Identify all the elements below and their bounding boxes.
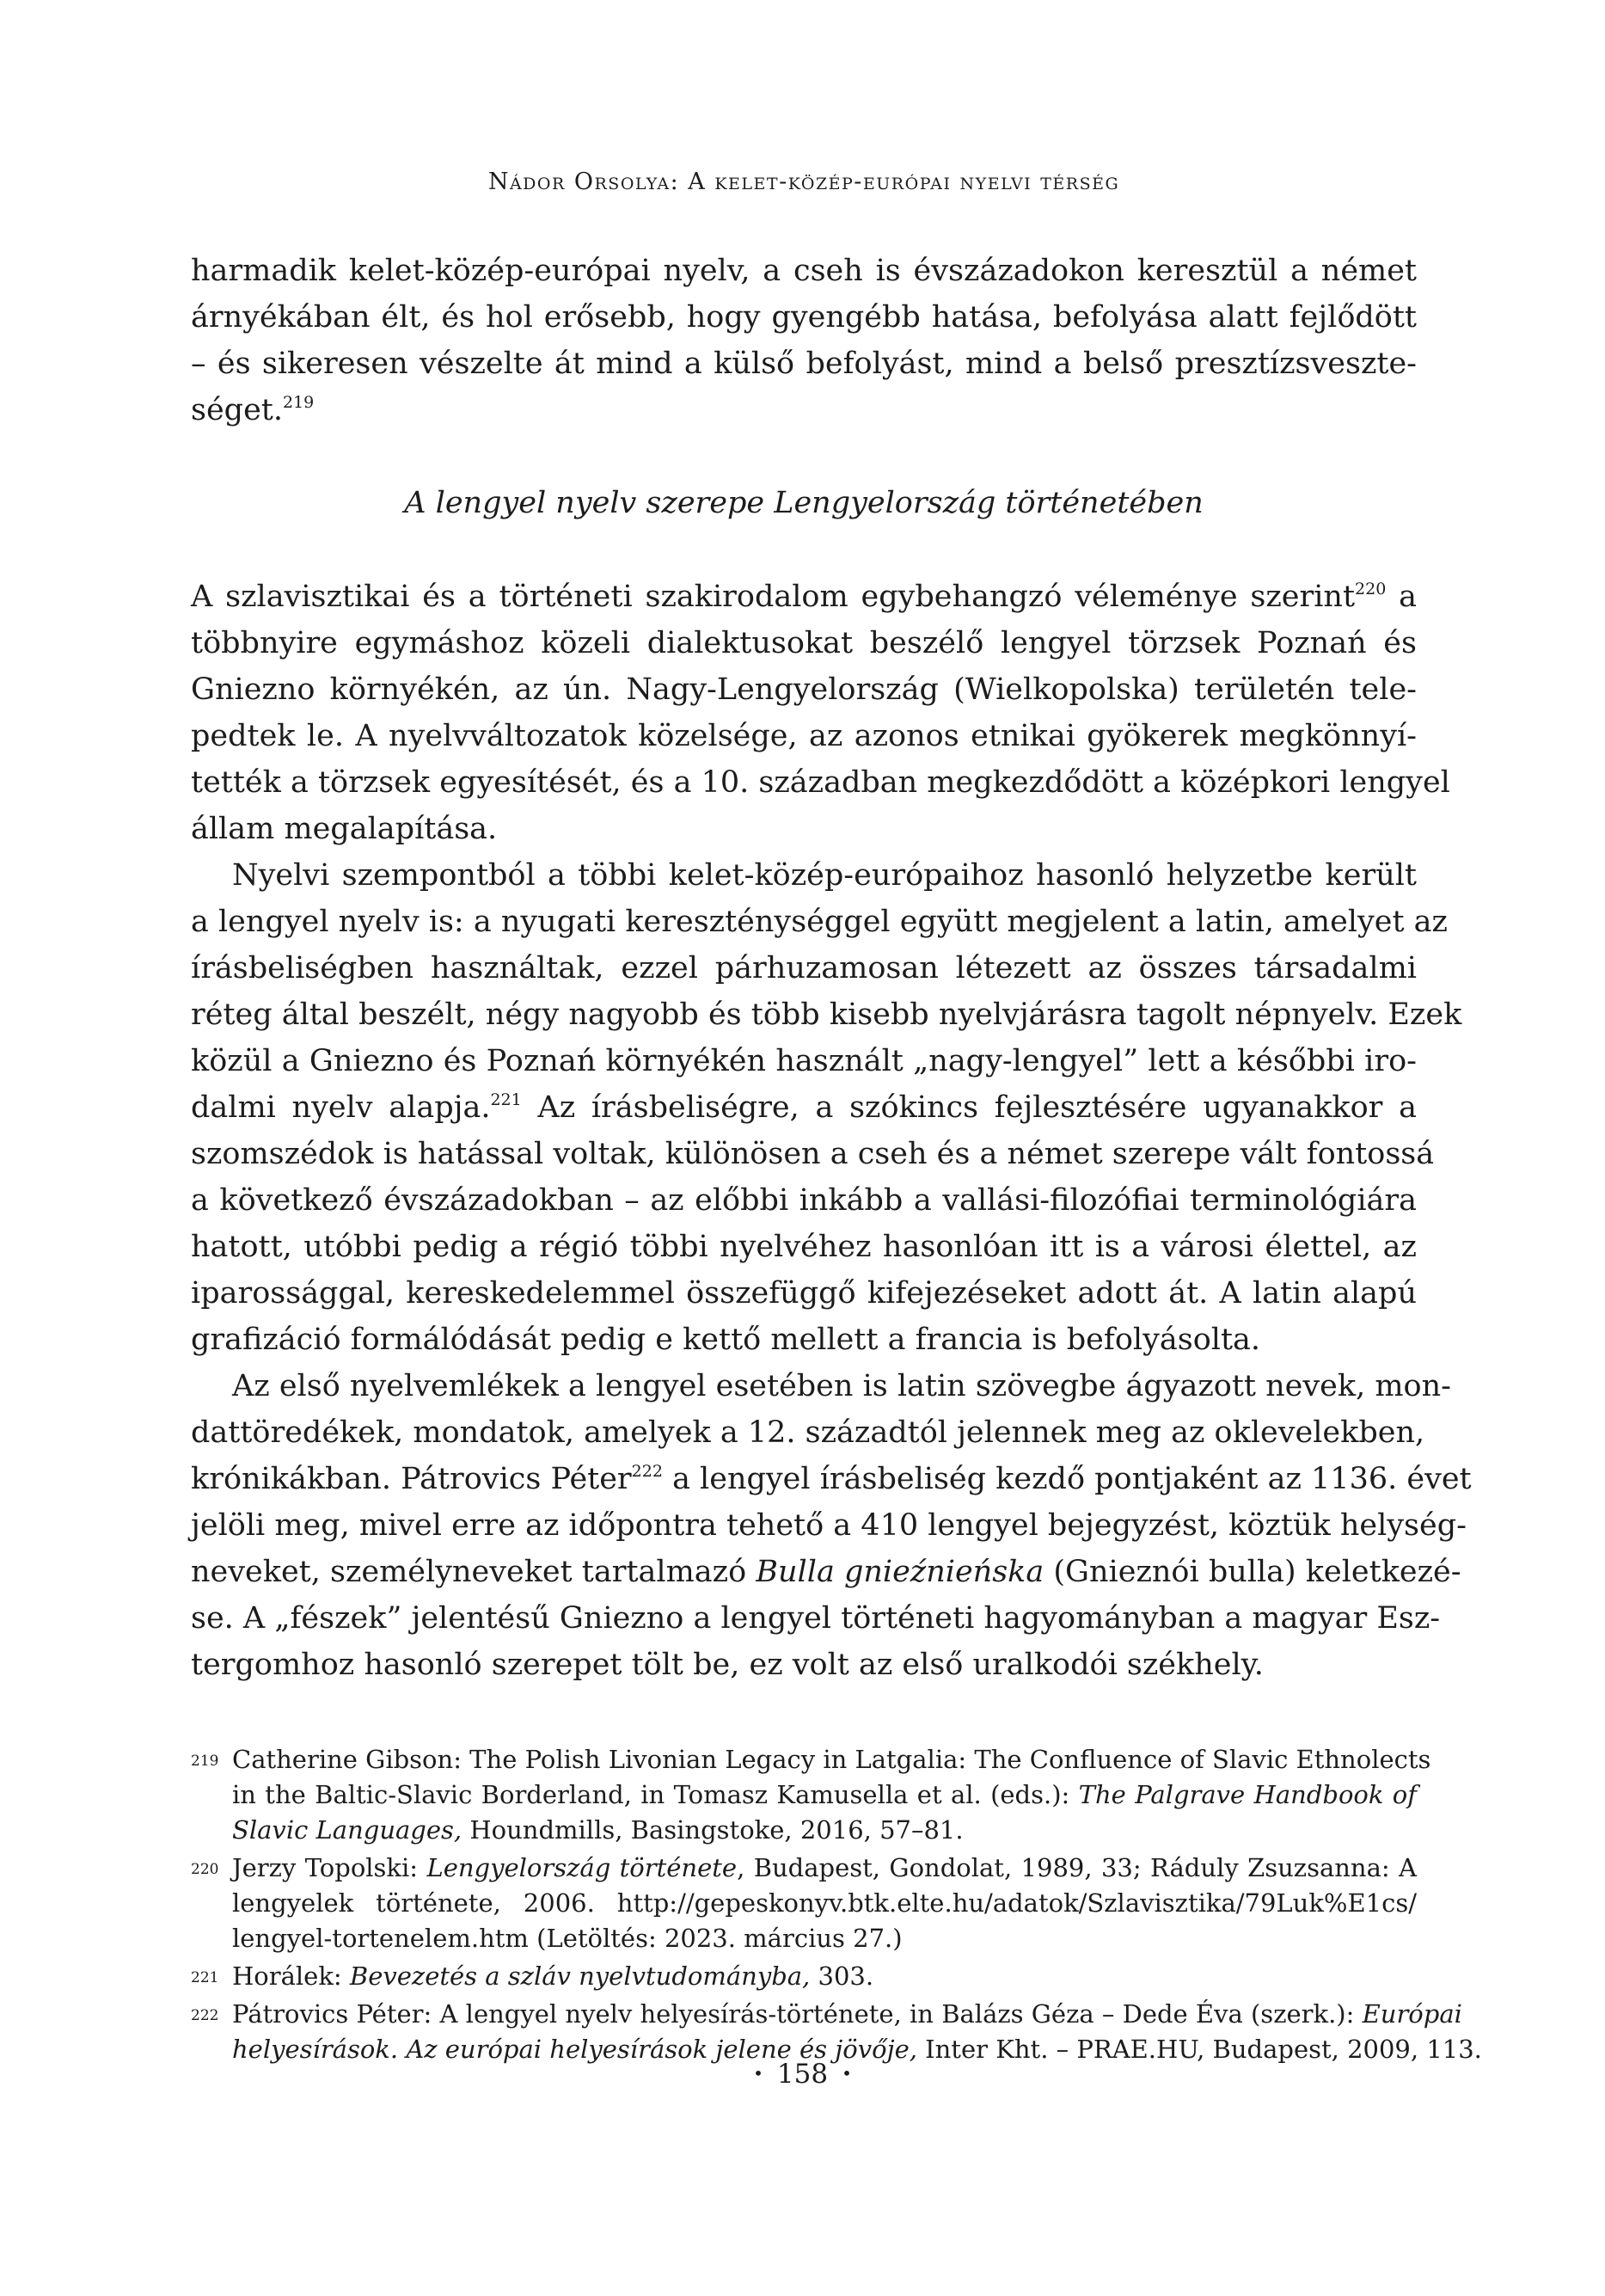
text-line: se. A „fészek” jelentésű Gniezno a lengyel történeti hagyományban a magyar Esz- xyxy=(191,1601,1441,1636)
footnote-ref[interactable]: 222 xyxy=(631,1462,663,1481)
bullet-icon: • xyxy=(753,2063,763,2084)
text-line: közül a Gniezno és Poznań környékén használt „nagy-lengyel” lett a későbbi iro- xyxy=(191,1044,1417,1078)
text-line: harmadik kelet-közép-európai nyelv, a cseh is évszázadokon keresztül a német xyxy=(191,254,1417,288)
text-line: jelöli meg, mivel erre az időpontra tehető a 410 lengyel bejegyzést, köztük helység- xyxy=(191,1508,1467,1543)
footnote-222 xyxy=(191,1997,1482,2067)
text-line: állam megalapítása. xyxy=(191,812,498,846)
text-line: Nyelvi szempontból a többi kelet-közép-európaihoz hasonló helyzetbe került xyxy=(232,858,1417,893)
text-line: árnyékában élt, és hol erősebb, hogy gyengébb hatása, befolyása alatt fejlődött xyxy=(191,300,1417,335)
text-line: írásbeliségben használtak, ezzel párhuzamosan létezett az összes társadalmi xyxy=(191,951,1417,985)
text-line: A szlavisztikai és a történeti szakirodalom egybehangzó véleménye szerint$^{220}$ a xyxy=(191,580,1417,614)
footnote-url-line[interactable]: lengyelek története, 2006. http://gepeskonyv.btk.elte.hu/adatok/Szlavisztika/79Luk%E1cs/ xyxy=(232,1888,1417,1918)
footnote-ref[interactable]: 221 xyxy=(490,1090,522,1109)
footnote-number: 220 xyxy=(191,1861,219,1878)
text-line: hatott, utóbbi pedig a régió többi nyelvéhez hasonlóan itt is a városi élettel, az xyxy=(191,1230,1417,1264)
footnote-line: Catherine Gibson: The Polish Livonian Legacy in Latgalia: The Confluence of Slavic Ethnolects xyxy=(232,1745,1431,1774)
section-heading: A lengyel nyelv szerepe Lengyelország történetében xyxy=(404,486,1204,520)
text-line: neveket, személyneveket tartalmazó Bulla gnieźnieńska (Gnieznói bulla) keletkezé- xyxy=(191,1555,1461,1589)
text-line: réteg által beszélt, négy nagyobb és több kisebb nyelvjárásra tagolt népnyelv. Ezek xyxy=(191,998,1462,1032)
bullet-icon: • xyxy=(842,2063,852,2084)
footnote-ref[interactable]: 220 xyxy=(1355,580,1387,599)
footnotes xyxy=(191,1742,1482,2070)
footnote-220 xyxy=(191,1851,1417,1956)
footnote-line: in the Baltic-Slavic Borderland, in Tomasz Kamusella et al. (eds.): The Palgrave Handbook of xyxy=(232,1780,1417,1809)
footnote-line: Pátrovics Péter: A lengyel nyelv helyesírás-története, in Balázs Géza – Dede Éva (szerk.): Európai xyxy=(232,1999,1462,2029)
text-line: grafizáció formálódását pedig e kettő mellett a francia is befolyásolta. xyxy=(191,1323,1261,1357)
paragraph-2 xyxy=(191,574,1450,852)
text-line: tették a törzsek egyesítését, és a 10. században megkezdődött a középkori lengyel xyxy=(191,765,1450,800)
footnote-number: 222 xyxy=(191,2007,219,2024)
running-head: Nádor Orsolya: A kelet-közép-európai nyelvi térség xyxy=(487,169,1120,195)
paragraph-3 xyxy=(191,852,1462,1363)
text-line: iparossággal, kereskedelemmel összefüggő kifejezéseket adott át. A latin alapú xyxy=(191,1276,1417,1311)
text-line: Gniezno környékén, az ún. Nagy-Lengyelország (Wielkopolska) területén tele- xyxy=(191,672,1417,707)
footnote-line: lengyel-tortenelem.htm (Letöltés: 2023. március 27.) xyxy=(232,1924,903,1953)
footnote-line: Slavic Languages, Houndmills, Basingstoke, 2016, 57–81. xyxy=(232,1815,964,1845)
page-number-value: 158 xyxy=(776,2059,829,2090)
footnote-line: Horálek: Bevezetés a szláv nyelvtudományba, 303. xyxy=(232,1961,874,1991)
page-number xyxy=(0,2059,1605,2090)
text-line: dalmi nyelv alapja.$^{221}$ Az írásbeliségre, a szókincs fejlesztésére ugyanakkor a xyxy=(191,1090,1417,1125)
footnote-219 xyxy=(191,1742,1431,1848)
footnote-line: helyesírások. Az európai helyesírások jelene és jövője, Inter Kht. – PRAE.HU, Budapest, 2009, 113. xyxy=(232,2035,1482,2064)
text-line: a következő évszázadokban – az előbbi inkább a vallási-filozófiai terminológiára xyxy=(191,1183,1417,1218)
footnote-number: 219 xyxy=(191,1753,219,1770)
text-line: szomszédok is hatással voltak, különösen a cseh és a német szerepe vált fontossá xyxy=(191,1137,1435,1171)
text-line: Az első nyelvemlékek a lengyel esetében is latin szövegbe ágyazott nevek, mon- xyxy=(232,1369,1451,1403)
text-line: – és sikeresen vészelte át mind a külső befolyást, mind a belső presztízsveszte- xyxy=(191,347,1417,381)
paragraph-1 xyxy=(191,248,1417,433)
text-line: tergomhoz hasonló szerepet tölt be, ez volt az első uralkodói székhely. xyxy=(191,1648,1264,1682)
text-line: a lengyel nyelv is: a nyugati kereszténységgel együtt megjelent a latin, amelyet az xyxy=(191,905,1448,939)
footnote-number: 221 xyxy=(191,1969,219,1986)
text-line: többnyire egymáshoz közeli dialektusokat beszélő lengyel törzsek Poznań és xyxy=(191,626,1417,660)
footnote-line: Jerzy Topolski: Lengyelország története, Budapest, Gondolat, 1989, 33; Ráduly Zsuzsanna: A xyxy=(232,1853,1417,1882)
footnote-221 xyxy=(191,1959,1417,1994)
text-line: pedtek le. A nyelvváltozatok közelsége, az azonos etnikai gyökerek megkönnyí- xyxy=(191,719,1417,753)
paragraph-4 xyxy=(191,1363,1472,1688)
italic-title: Bulla gnieźnieńska xyxy=(756,1555,1044,1589)
text-line: séget.$^{219}$ xyxy=(191,393,315,427)
text-line: dattöredékek, mondatok, amelyek a 12. századtól jelennek meg az oklevelekben, xyxy=(191,1415,1425,1450)
text-line: krónikákban. Pátrovics Péter$^{222}$ a lengyel írásbeliség kezdő pontjaként az 1136. évet xyxy=(191,1462,1472,1496)
footnote-ref[interactable]: 219 xyxy=(282,393,315,412)
